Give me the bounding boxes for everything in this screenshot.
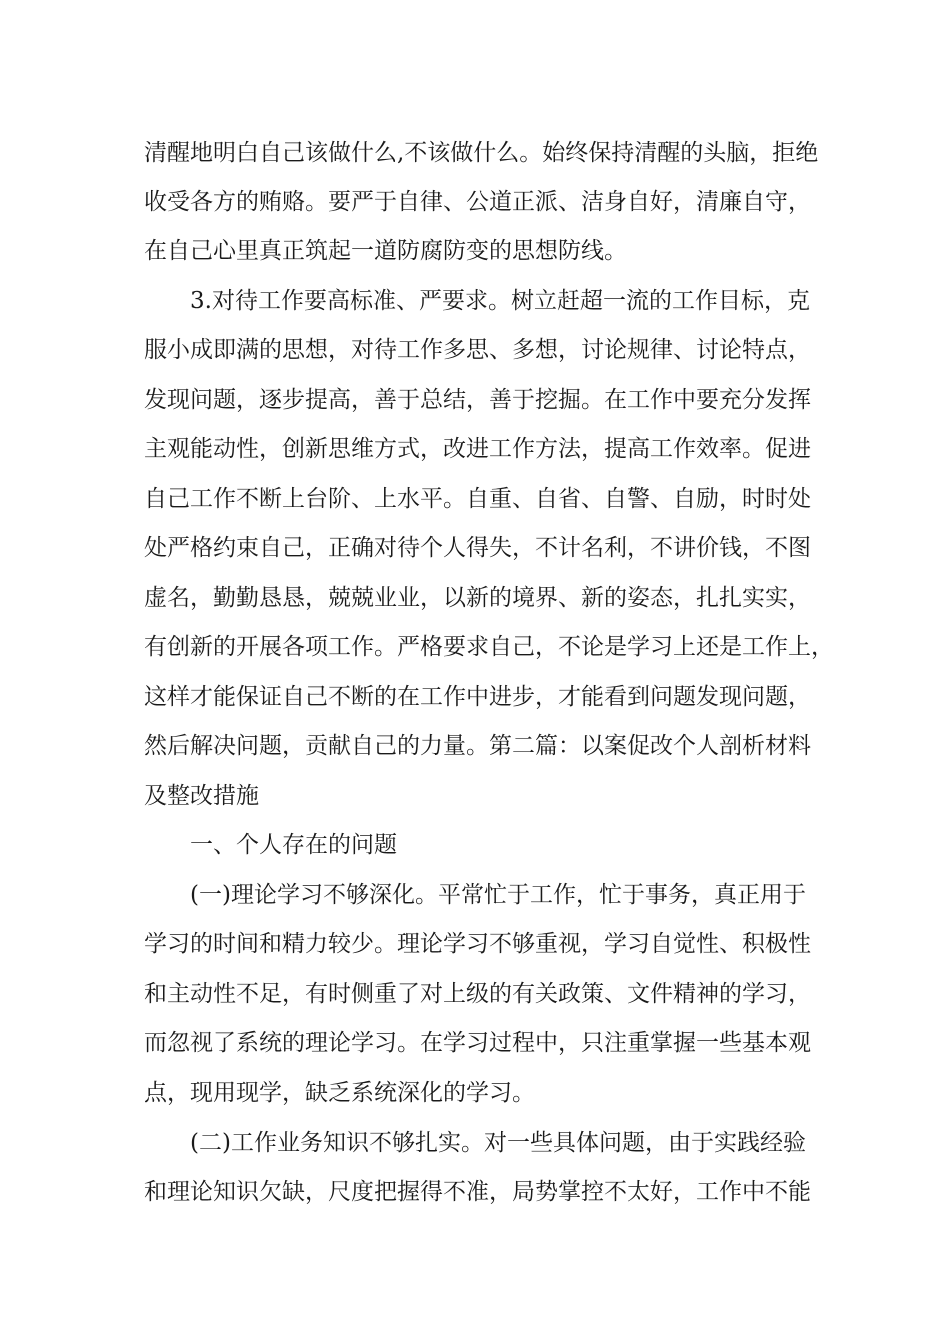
text-line: 处严格约束自己，正确对待个人得失，不计名利，不讲价钱，不图: [144, 535, 811, 561]
text-line: 收受各方的贿赂。要严于自律、公道正派、洁身自好，清廉自守，: [144, 189, 811, 215]
text-line: 有创新的开展各项工作。严格要求自己，不论是学习上还是工作上，: [144, 634, 834, 660]
text-line: 清醒地明白自己该做什么,不该做什么。始终保持清醒的头脑，拒绝: [144, 140, 819, 166]
text-line: 3.对待工作要高标准、严要求。树立赶超一流的工作目标，克: [190, 288, 810, 314]
text-line: 主观能动性，创新思维方式，改进工作方法，提高工作效率。促进: [144, 436, 811, 462]
text-line: 虚名，勤勤恳恳，兢兢业业，以新的境界、新的姿态，扎扎实实，: [144, 585, 811, 611]
text-line: 和主动性不足，有时侧重了对上级的有关政策、文件精神的学习，: [144, 981, 811, 1007]
text-line: (一)理论学习不够深化。平常忙于工作，忙于事务，真正用于: [190, 882, 806, 908]
text-line: 服小成即满的思想，对待工作多思、多想，讨论规律、讨论特点，: [144, 337, 811, 363]
section-heading: 一、个人存在的问题: [190, 832, 397, 858]
text-line: 点，现用现学，缺乏系统深化的学习。: [144, 1080, 535, 1106]
text-line: 这样才能保证自己不断的在工作中进步，才能看到问题发现问题，: [144, 684, 811, 710]
text-line: 和理论知识欠缺，尺度把握得不准，局势掌控不太好，工作中不能: [144, 1179, 811, 1205]
text-line: 自己工作不断上台阶、上水平。自重、自省、自警、自励，时时处: [144, 486, 811, 512]
text-line: 在自己心里真正筑起一道防腐防变的思想防线。: [144, 238, 627, 264]
text-line: 学习的时间和精力较少。理论学习不够重视，学习自觉性、积极性: [144, 931, 811, 957]
text-line: 然后解决问题，贡献自己的力量。第二篇：以案促改个人剖析材料: [144, 733, 811, 759]
text-line: 发现问题，逐步提高，善于总结，善于挖掘。在工作中要充分发挥: [144, 387, 811, 413]
text-line: 及整改措施: [144, 783, 259, 809]
text-line: 而忽视了系统的理论学习。在学习过程中，只注重掌握一些基本观: [144, 1030, 811, 1056]
text-line: (二)工作业务知识不够扎实。对一些具体问题，由于实践经验: [190, 1130, 806, 1156]
